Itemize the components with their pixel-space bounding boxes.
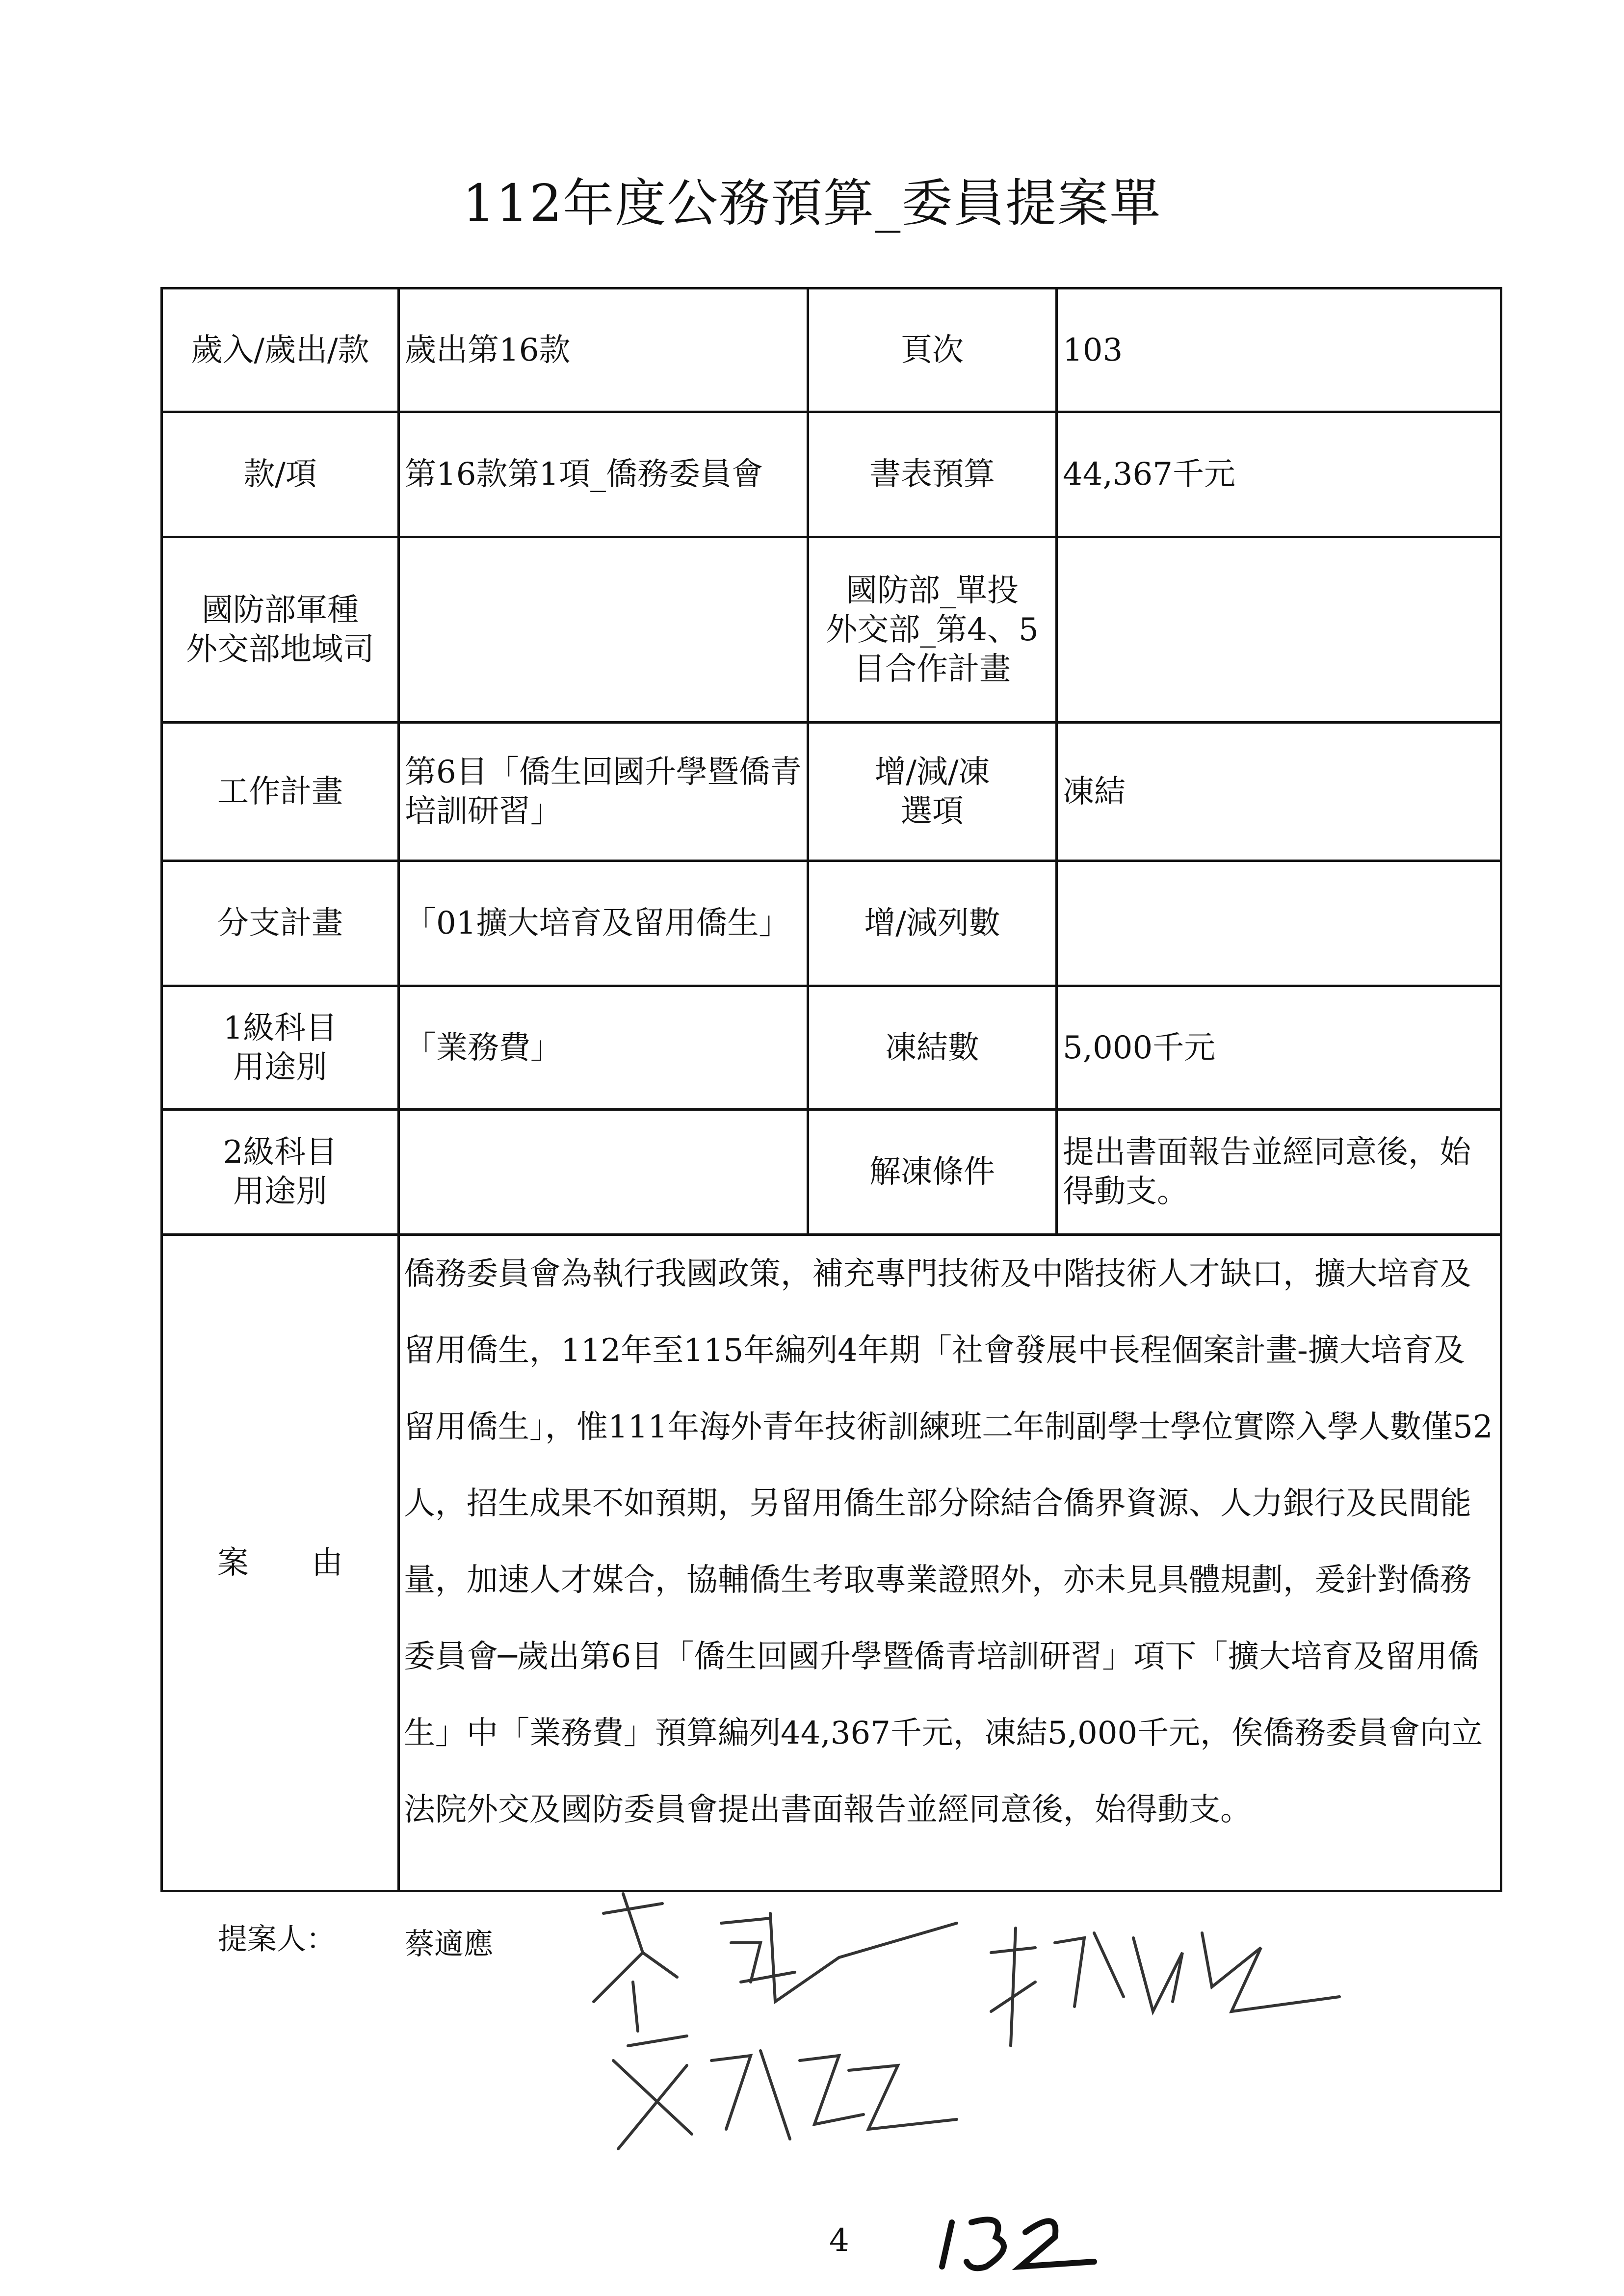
- field-value: 提出書面報告並經同意後，始得動支。: [1057, 1110, 1501, 1235]
- proposer-name: 蔡適應: [405, 1927, 493, 1961]
- field-label: 書表預算: [808, 412, 1057, 537]
- field-label: 增/減/凍 選項: [808, 723, 1057, 861]
- handwritten-signatures: [564, 1884, 1398, 2178]
- field-value: 第16款第1項_僑務委員會: [399, 412, 808, 537]
- field-label: 款/項: [162, 412, 399, 537]
- field-value: 5,000千元: [1057, 986, 1501, 1110]
- field-label: 增/減列數: [808, 861, 1057, 986]
- table-row: [162, 288, 1501, 412]
- field-label: 1級科目 用途別: [162, 986, 399, 1110]
- table-row: [162, 723, 1501, 861]
- handwritten-page-number: [937, 2203, 1104, 2276]
- table-row: [162, 861, 1501, 986]
- field-value: [1057, 861, 1501, 986]
- field-label: 國防部軍種 外交部地域司: [162, 537, 399, 723]
- table-row: [162, 986, 1501, 1110]
- reason-text: 僑務委員會為執行我國政策，補充專門技術及中階技術人才缺口，擴大培育及留用僑生，112年至115年編列4年期「社會發展中長程個案計畫-擴大培育及留用僑生」，惟111年海外青年技術訓練班二年制副學士學位實際入學人數僅52人，招生成果不如預期，另留用僑生部分除結合僑界資源、人力銀行及民間能量，加速人才媒合，協輔僑生考取專業證照外，亦未見具體規劃，爰針對僑務委員會─歲出第6目「僑生回國升學暨僑青培訓研習」項下「擴大培育及留用僑生」中「業務費」預算編列44,367千元，凍結5,000千元，俟僑務委員會向立法院外交及國防委員會提出書面報告並經同意後，始得動支。: [399, 1235, 1501, 1891]
- field-value: 凍結: [1057, 723, 1501, 861]
- field-value: [399, 1110, 808, 1235]
- proposer-label: 提案人：: [218, 1922, 336, 1957]
- page-number: 4: [829, 2222, 849, 2259]
- field-label: 國防部_單投 外交部_第4、5 目合作計畫: [808, 537, 1057, 723]
- field-label: 凍結數: [808, 986, 1057, 1110]
- field-label: 工作計畫: [162, 723, 399, 861]
- field-value: 103: [1057, 288, 1501, 412]
- field-value: [1057, 537, 1501, 723]
- field-value: 歲出第16款: [399, 288, 808, 412]
- field-label: 解凍條件: [808, 1110, 1057, 1235]
- field-value: 「業務費」: [399, 986, 808, 1110]
- field-label: 歲入/歲出/款: [162, 288, 399, 412]
- field-value: 44,367千元: [1057, 412, 1501, 537]
- reason-label: 案 由: [162, 1235, 399, 1891]
- table-row: [162, 412, 1501, 537]
- proposal-table: [160, 287, 1502, 1892]
- field-label: 分支計畫: [162, 861, 399, 986]
- field-label: 頁次: [808, 288, 1057, 412]
- table-row: [162, 1110, 1501, 1235]
- field-value: [399, 537, 808, 723]
- field-label: 2級科目 用途別: [162, 1110, 399, 1235]
- table-row: [162, 537, 1501, 723]
- page-title: 112年度公務預算_委員提案單: [462, 173, 1162, 233]
- field-value: 第6目「僑生回國升學暨僑青培訓研習」: [399, 723, 808, 861]
- field-value: 「01擴大培育及留用僑生」: [399, 861, 808, 986]
